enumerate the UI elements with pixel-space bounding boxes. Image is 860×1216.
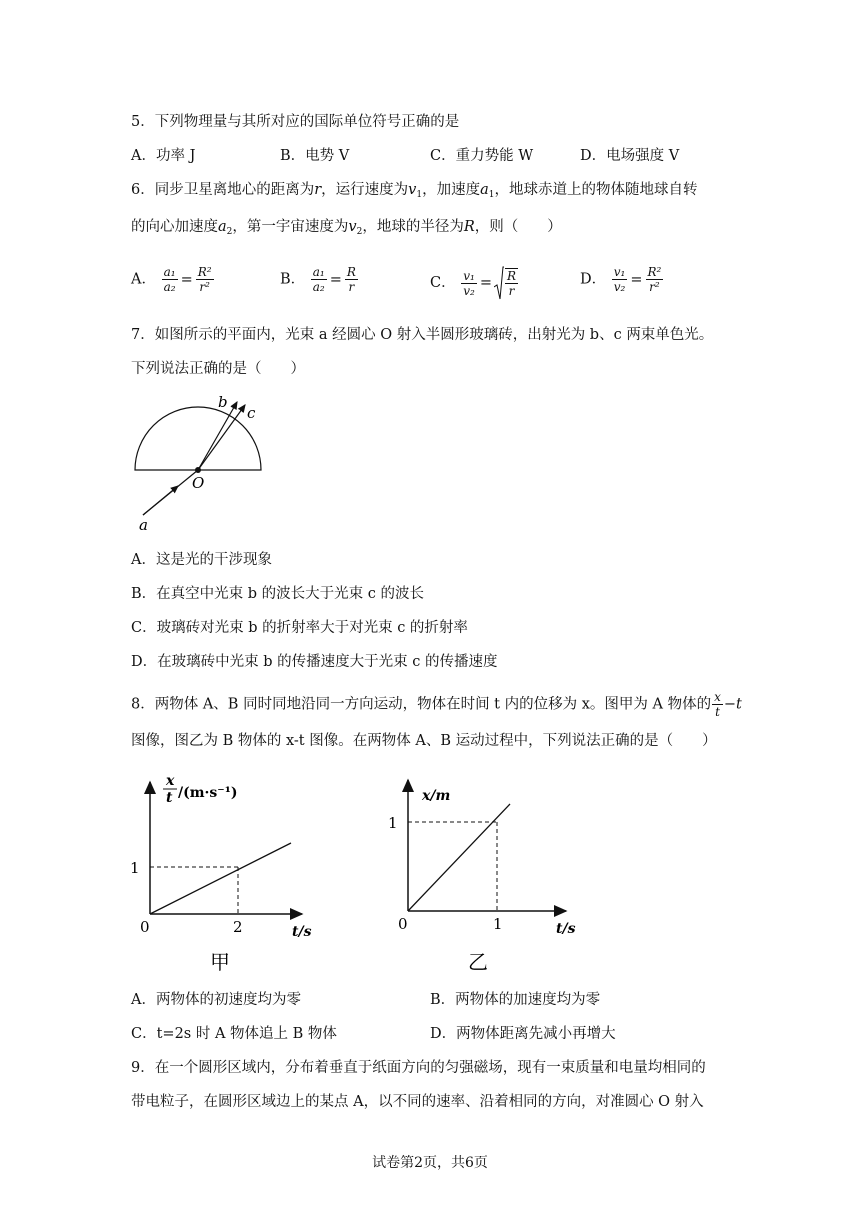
caption-yi: 乙 bbox=[468, 950, 488, 974]
q5-option-d: D．电场强度 V bbox=[580, 148, 680, 164]
x-tick-2: 2 bbox=[233, 918, 243, 936]
q8-option-a: A．两物体的初速度均为零 bbox=[131, 992, 301, 1008]
data-line bbox=[408, 804, 510, 911]
y-label-num: x bbox=[166, 773, 175, 789]
q6-line1: 6．同步卫星离地心的距离为r，运行速度为$v_1$，加速度$a_1$，地球赤道上的物体随地球自转 bbox=[131, 182, 698, 200]
q5-stem: 5．下列物理量与其所对应的国际单位符号正确的是 bbox=[131, 114, 460, 130]
label-a: a bbox=[139, 516, 148, 534]
q7-semicircle-diagram bbox=[120, 385, 280, 535]
q9-line1: 9．在一个圆形区域内，分布着垂直于纸面方向的匀强磁场，现有一束质量和电量均相同的 bbox=[131, 1060, 706, 1076]
q7-option-a: A．这是光的干涉现象 bbox=[131, 552, 272, 568]
q8-graph-yi bbox=[370, 770, 600, 980]
q7-line2: 下列说法正确的是（ ） bbox=[131, 361, 305, 377]
x-label: t/s bbox=[556, 921, 576, 937]
q6-option-c: C． $\frac{\text{v₁}}{\text{v₂}}$ = $\frac{R}{r}$ bbox=[430, 265, 519, 301]
y-label-unit: /(m·s⁻¹) bbox=[178, 785, 238, 801]
center-point-O bbox=[195, 467, 201, 473]
q6-option-b: B． $\frac{\text{a₁}}{\text{a₂}}$ = $\frac{R}{r}$ bbox=[280, 265, 356, 294]
label-O: O bbox=[192, 474, 205, 492]
q5-option-a: A．功率 J bbox=[131, 148, 196, 164]
x-tick-1: 1 bbox=[493, 915, 503, 933]
x-label: t/s bbox=[292, 924, 312, 940]
q6-option-a: A． $\frac{\text{a₁}}{\text{a₂}}$ = $\frac{\text{R²}}{\text{r²}}$ bbox=[131, 265, 212, 294]
q9-line2: 带电粒子，在圆形区域边上的某点 A，以不同的速率、沿着相同的方向，对准圆心 O 射入 bbox=[131, 1094, 704, 1110]
q7-option-d: D．在玻璃砖中光束 b 的传播速度大于光束 c 的传播速度 bbox=[131, 654, 498, 670]
caption-jia: 甲 bbox=[210, 950, 230, 974]
q6-line2: 的向心加速度$a_2$，第一宇宙速度为$v_2$，地球的半径为R，则（ ） bbox=[131, 219, 562, 237]
q8-option-b: B．两物体的加速度均为零 bbox=[430, 992, 601, 1008]
data-line bbox=[150, 843, 291, 914]
q7-option-c: C．玻璃砖对光束 b 的折射率大于对光束 c 的折射率 bbox=[131, 620, 468, 636]
page-footer: 试卷第2页，共6页 bbox=[372, 1155, 488, 1171]
q7-line1: 7．如图所示的平面内，光束 a 经圆心 O 射入半圆形玻璃砖，出射光为 b、c 两束单色光。 bbox=[131, 327, 714, 343]
ray-b bbox=[198, 402, 237, 470]
q8-option-c: C．t=2s 时 A 物体追上 B 物体 bbox=[131, 1026, 337, 1042]
q6-option-d: D． $\frac{\text{v₁}}{\text{v₂}}$ = $\frac{\text{R²}}{\text{r²}}$ bbox=[580, 265, 662, 294]
ray-c bbox=[198, 405, 245, 470]
y-tick-1: 1 bbox=[130, 859, 140, 877]
y-tick-1: 1 bbox=[388, 814, 398, 832]
origin-0: 0 bbox=[140, 918, 150, 936]
q7-option-b: B．在真空中光束 b 的波长大于光束 c 的波长 bbox=[131, 586, 424, 602]
q5-option-b: B．电势 V bbox=[280, 148, 350, 164]
label-b: b bbox=[218, 393, 228, 411]
label-c: c bbox=[247, 404, 256, 422]
q5-option-c: C．重力势能 W bbox=[430, 148, 534, 164]
sqrt-sign-icon bbox=[494, 265, 504, 301]
semicircle-glass bbox=[135, 407, 261, 470]
q8-option-d: D．两物体距离先减小再增大 bbox=[430, 1026, 616, 1042]
y-label-den: t bbox=[166, 790, 173, 806]
origin-0: 0 bbox=[398, 915, 408, 933]
y-label: x/m bbox=[422, 788, 451, 804]
q8-line2: 图像，图乙为 B 物体的 x-t 图像。在两物体 A、B 运动过程中，下列说法正确的是（ ） bbox=[131, 733, 717, 749]
q8-line1: 8．两物体 A、B 同时同地沿同一方向运动，物体在时间 t 内的位移为 x。图甲为 A 物体的 $\frac{x}{t}$ −t bbox=[131, 690, 742, 719]
q8-graph-jia bbox=[120, 770, 350, 980]
